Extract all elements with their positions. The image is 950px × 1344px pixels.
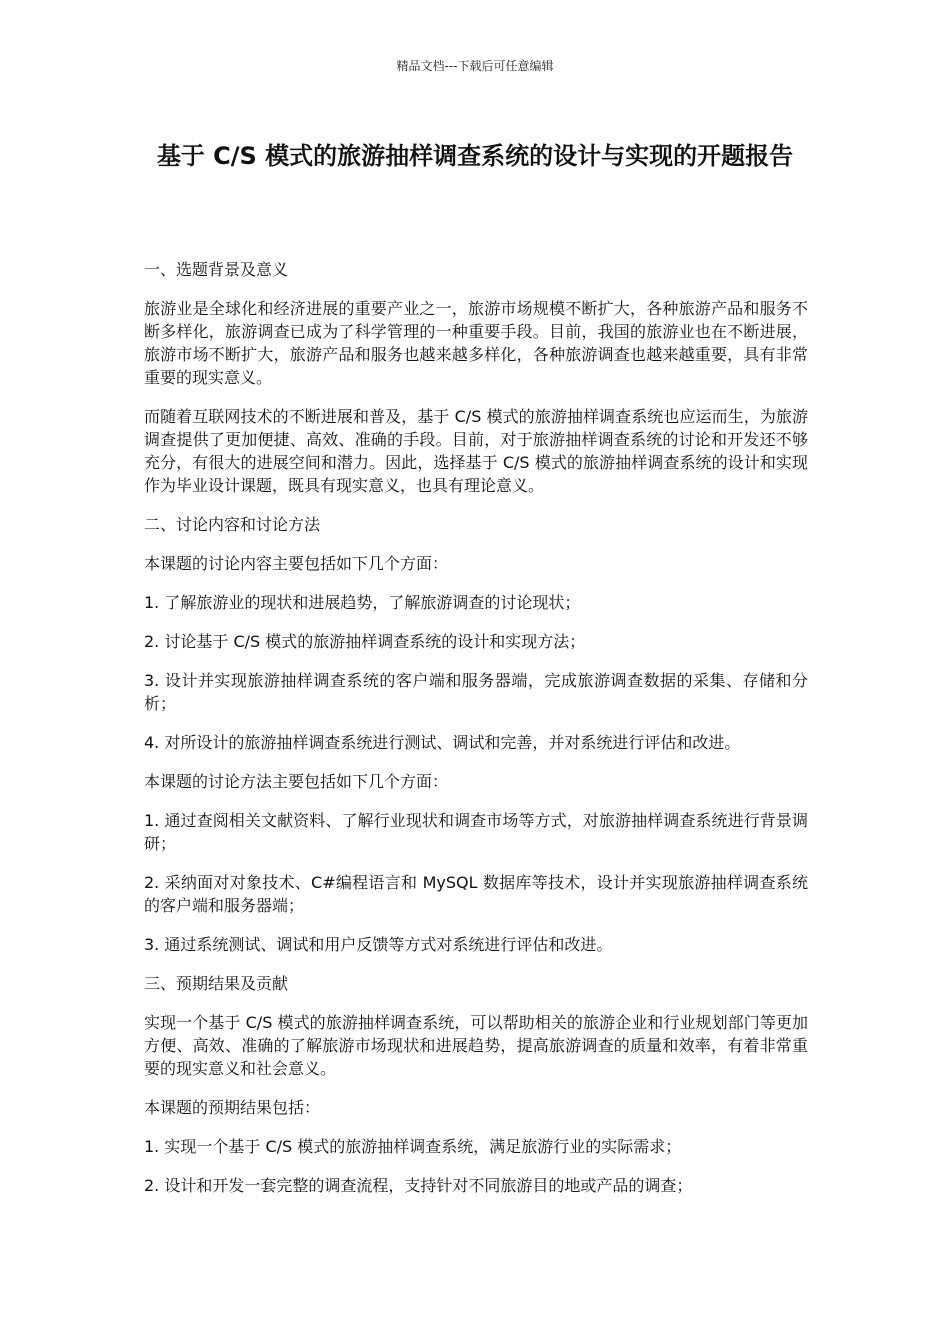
list-item: 2. 采纳面对对象技术、C#编程语言和 MySQL 数据库等技术，设计并实现旅游抽样调查系统的客户端和服务器端； (144, 873, 808, 915)
list-item: 4. 对所设计的旅游抽样调查系统进行测试、调试和完善，并对系统进行评估和改进。 (144, 733, 741, 752)
paragraph: 而随着互联网技术的不断进展和普及，基于 C/S 模式的旅游抽样调查系统也应运而生，为旅游调查提供了更加便捷、高效、准确的手段。目前，对于旅游抽样调查系统的讨论和开发还不够充分，有很大的进展空间和潜力。因此，选择基于 C/S 模式的旅游抽样调查系统的设计和实现作为毕业设计课题，既具有现实意义，也具有理论意义。 (144, 407, 808, 495)
document-title: 基于 C/S 模式的旅游抽样调查系统的设计与实现的开题报告 (156, 142, 794, 170)
section-heading-background: 一、选题背景及意义 (144, 260, 289, 279)
paragraph: 本课题的讨论方法主要包括如下几个方面： (144, 772, 449, 791)
section-heading-research: 二、讨论内容和讨论方法 (144, 515, 321, 534)
list-item: 2. 设计和开发一套完整的调查流程，支持针对不同旅游目的地或产品的调查； (144, 1176, 693, 1195)
list-item: 2. 讨论基于 C/S 模式的旅游抽样调查系统的设计和实现方法； (144, 632, 586, 651)
list-item: 1. 了解旅游业的现状和进展趋势，了解旅游调查的讨论现状； (144, 593, 581, 612)
paragraph: 实现一个基于 C/S 模式的旅游抽样调查系统，可以帮助相关的旅游企业和行业规划部门等更加方便、高效、准确的了解旅游市场现状和进展趋势，提高旅游调查的质量和效率，有着非常重要的现实意义和社会意义。 (144, 1013, 808, 1078)
header-watermark: 精品文档---下载后可任意编辑 (396, 59, 554, 73)
list-item: 3. 通过系统测试、调试和用户反馈等方式对系统进行评估和改进。 (144, 935, 613, 954)
list-item: 3. 设计并实现旅游抽样调查系统的客户端和服务器端，完成旅游调查数据的采集、存储和分析； (144, 671, 808, 713)
list-item: 1. 通过查阅相关文献资料、了解行业现状和调查市场等方式，对旅游抽样调查系统进行背景调研； (144, 811, 808, 853)
list-item: 1. 实现一个基于 C/S 模式的旅游抽样调查系统，满足旅游行业的实际需求； (144, 1137, 682, 1156)
section-heading-results: 三、预期结果及贡献 (144, 974, 289, 993)
paragraph: 本课题的讨论内容主要包括如下几个方面： (144, 554, 449, 573)
paragraph: 本课题的预期结果包括： (144, 1098, 321, 1117)
document-body (144, 258, 808, 1213)
paragraph: 旅游业是全球化和经济进展的重要产业之一，旅游市场规模不断扩大，各种旅游产品和服务不断多样化，旅游调查已成为了科学管理的一种重要手段。目前，我国的旅游业也在不断进展，旅游市场不断扩大，旅游产品和服务也越来越多样化，各种旅游调查也越来越重要，具有非常重要的现实意义。 (144, 299, 808, 387)
